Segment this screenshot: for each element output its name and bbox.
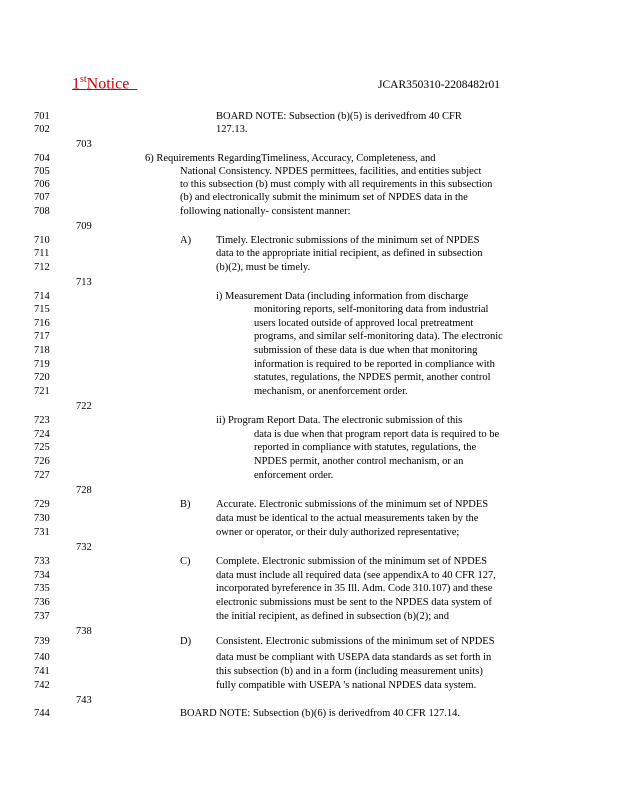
line-text: reported in compliance with statutes, regulations, the (254, 442, 477, 453)
line-text: enforcement order. (254, 470, 334, 481)
line-number: 704 (34, 153, 50, 164)
line-text: following nationally- consistent manner: (180, 206, 351, 217)
notice-label (72, 74, 137, 93)
line-text: data must be identical to the actual measurements taken by the (216, 513, 479, 524)
line-number: 703 (76, 139, 92, 150)
line-number: 726 (34, 456, 50, 467)
line-number: 701 (34, 111, 50, 122)
line-text: electronic submissions must be sent to the NPDES data system of (216, 597, 492, 608)
notice-word: Notice (86, 75, 130, 93)
line-number: 733 (34, 556, 50, 567)
line-number: 735 (34, 583, 50, 594)
line-number: 743 (76, 695, 92, 706)
line-text: mechanism, or anenforcement order. (254, 386, 408, 397)
line-text: this subsection (b) and in a form (including measurement units) (216, 666, 483, 677)
line-number: 718 (34, 345, 50, 356)
line-number: 736 (34, 597, 50, 608)
line-number: 702 (34, 124, 50, 135)
line-number: 720 (34, 372, 50, 383)
line-number: 707 (34, 192, 50, 203)
line-number: 715 (34, 304, 50, 315)
line-text: fully compatible with USEPA 's national NPDES data system. (216, 680, 477, 691)
line-number: 705 (34, 166, 50, 177)
line-text: NPDES permit, another control mechanism, or an (254, 456, 464, 467)
line-number: 738 (76, 626, 92, 637)
line-number: 737 (34, 611, 50, 622)
line-text: A) (180, 235, 192, 246)
line-number: 732 (76, 542, 92, 553)
line-text: (b) and electronically submit the minimum set of NPDES data in the (180, 192, 468, 203)
line-number: 721 (34, 386, 50, 397)
line-text: incorporated byreference in 35 Ill. Adm. Code 310.107) and these (216, 583, 493, 594)
line-text: i) Measurement Data (including information from discharge (216, 291, 469, 302)
line-number: 725 (34, 442, 50, 453)
line-text: BOARD NOTE: Subsection (b)(5) is derivedfrom 40 CFR (216, 111, 462, 122)
line-text: submission of these data is due when that monitoring (254, 345, 478, 356)
line-number: 744 (34, 708, 50, 719)
line-number: 739 (34, 636, 50, 647)
line-number: 727 (34, 470, 50, 481)
line-text: statutes, regulations, the NPDES permit, another control (254, 372, 491, 383)
line-number: 722 (76, 401, 92, 412)
line-text: 6) Requirements RegardingTimeliness, Accuracy, Completeness, and (145, 153, 436, 164)
line-text: Complete. Electronic submission of the minimum set of NPDES (216, 556, 487, 567)
line-text: to this subsection (b) must comply with all requirements in this subsection (180, 179, 493, 190)
line-number: 724 (34, 429, 50, 440)
line-text: National Consistency. NPDES permittees, facilities, and entities subject (180, 166, 482, 177)
line-number: 740 (34, 652, 50, 663)
line-text: data is due when that program report data is required to be (254, 429, 500, 440)
line-number: 713 (76, 277, 92, 288)
line-text: information is required to be reported in compliance with (254, 359, 495, 370)
line-number: 719 (34, 359, 50, 370)
line-number: 734 (34, 570, 50, 581)
line-number: 741 (34, 666, 50, 677)
line-number: 731 (34, 527, 50, 538)
line-text: (b)(2), must be timely. (216, 262, 311, 273)
line-number: 730 (34, 513, 50, 524)
line-text: B) (180, 499, 191, 510)
line-number: 717 (34, 331, 50, 342)
line-text: ii) Program Report Data. The electronic submission of this (216, 415, 463, 426)
line-text: data to the appropriate initial recipient, as defined in subsection (216, 248, 483, 259)
document-id: JCAR350310-2208482r01 (378, 79, 501, 91)
line-number: 742 (34, 680, 50, 691)
line-number: 710 (34, 235, 50, 246)
line-text: programs, and similar self-monitoring data). The electronic (254, 331, 503, 342)
line-number: 706 (34, 179, 50, 190)
line-text: Consistent. Electronic submissions of the minimum set of NPDES (216, 636, 495, 647)
line-number: 709 (76, 221, 92, 232)
line-text: monitoring reports, self-monitoring data from industrial (254, 304, 489, 315)
line-text: Accurate. Electronic submissions of the minimum set of NPDES (216, 499, 489, 510)
line-text: owner or operator, or their duly authorized representative; (216, 527, 460, 538)
line-text: data must include all required data (see appendixA to 40 CFR 127, (216, 570, 496, 581)
line-number: 729 (34, 499, 50, 510)
line-text: 127.13. (216, 124, 248, 135)
line-number: 708 (34, 206, 50, 217)
notice-prefix: 1 (72, 75, 80, 93)
line-number: 711 (34, 248, 50, 259)
line-text: BOARD NOTE: Subsection (b)(6) is derivedfrom 40 CFR 127.14. (180, 708, 460, 719)
line-text: Timely. Electronic submissions of the minimum set of NPDES (216, 235, 480, 246)
line-number: 712 (34, 262, 50, 273)
line-text: users located outside of approved local pretreatment (254, 318, 474, 329)
notice-superscript: st (80, 74, 87, 85)
line-text: C) (180, 556, 191, 567)
line-text: D) (180, 636, 192, 647)
line-number: 728 (76, 485, 92, 496)
line-number: 714 (34, 291, 50, 302)
line-number: 716 (34, 318, 50, 329)
line-number: 723 (34, 415, 50, 426)
line-text: the initial recipient, as defined in subsection (b)(2); and (216, 611, 449, 622)
line-text: data must be compliant with USEPA data standards as set forth in (216, 652, 492, 663)
